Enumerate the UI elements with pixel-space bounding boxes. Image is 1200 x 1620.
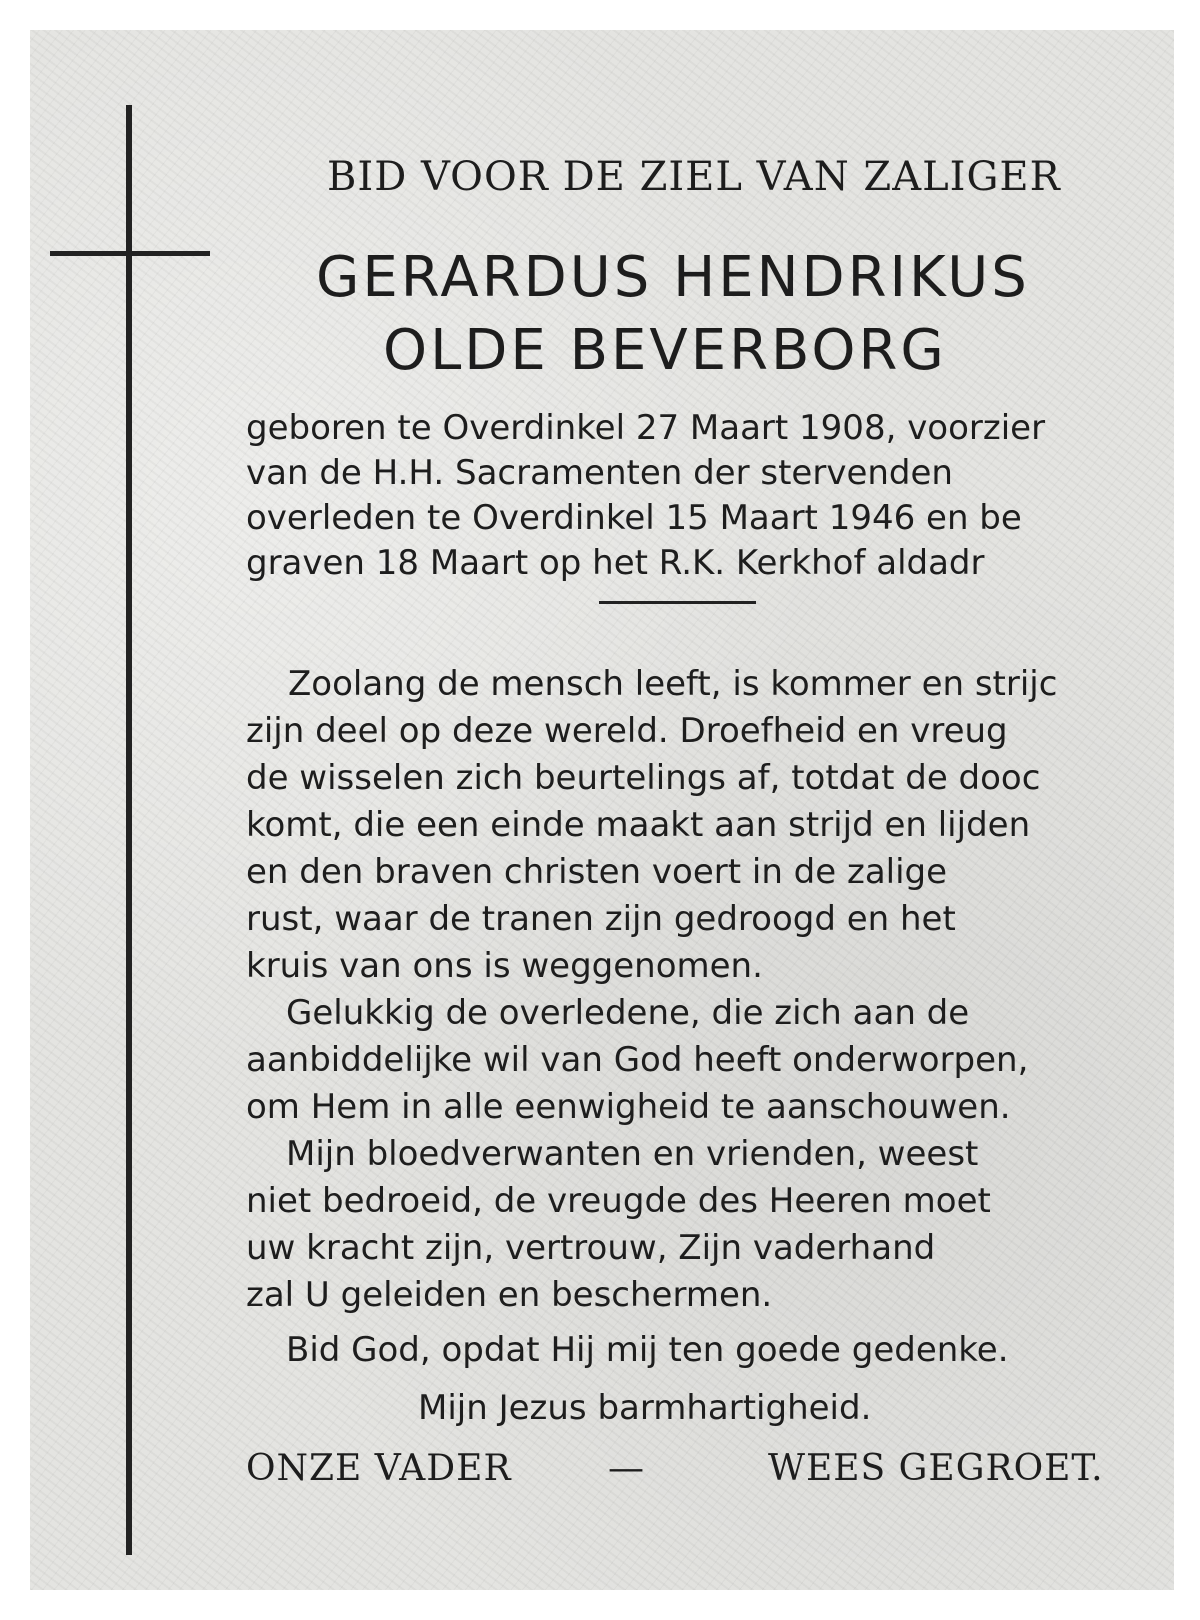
prayer-line: kruis van ons is weggenomen. [246,946,763,986]
bio-line: overleden te Overdinkel 15 Maart 1946 en be [246,498,1022,538]
prayer-line: om Hem in alle eenwigheid te aanschouwen. [246,1087,1011,1127]
card-heading: BID VOOR DE ZIEL VAN ZALIGER [327,154,1061,200]
footer-dash: — [608,1448,645,1489]
memorial-card [30,30,1174,1590]
deceased-name-line-1: GERARDUS HENDRIKUS [316,245,1030,310]
deceased-name-line-2: OLDE BEVERBORG [383,318,947,383]
prayer-line: komt, die een einde maakt aan strijd en lijden [246,805,1031,845]
footer-our-father: ONZE VADER [246,1448,512,1489]
prayer-line: de wisselen zich beurtelings af, totdat de dooc [246,758,1041,798]
prayer-line: aanbiddelijke wil van God heeft onderworpen, [246,1040,1029,1080]
footer-hail-mary: WEES GEGROET. [768,1448,1104,1489]
section-divider [599,601,756,604]
closing-invocation: Mijn Jezus barmhartigheid. [418,1388,872,1428]
bio-line: van de H.H. Sacramenten der stervenden [246,453,953,493]
prayer-line: niet bedroeid, de vreugde des Heeren moet [246,1181,991,1221]
cross-vertical-bar [126,105,132,1555]
prayer-line: Mijn bloedverwanten en vrienden, weest [286,1134,979,1174]
bio-line: geboren te Overdinkel 27 Maart 1908, voorzier [246,408,1046,448]
prayer-line: uw kracht zijn, vertrouw, Zijn vaderhand [246,1228,936,1268]
cross-horizontal-bar [50,251,210,256]
prayer-line: rust, waar de tranen zijn gedroogd en het [246,899,956,939]
bio-line: graven 18 Maart op het R.K. Kerkhof aldadr [246,543,985,583]
prayer-line: zijn deel op deze wereld. Droefheid en vreug [246,711,1008,751]
closing-prayer: Bid God, opdat Hij mij ten goede gedenke. [286,1330,1009,1370]
prayer-line: zal U geleiden en beschermen. [246,1275,773,1315]
prayer-line: Zoolang de mensch leeft, is kommer en strijc [288,664,1058,704]
prayer-line: Gelukkig de overledene, die zich aan de [286,993,970,1033]
prayer-line: en den braven christen voert in de zalige [246,852,948,892]
